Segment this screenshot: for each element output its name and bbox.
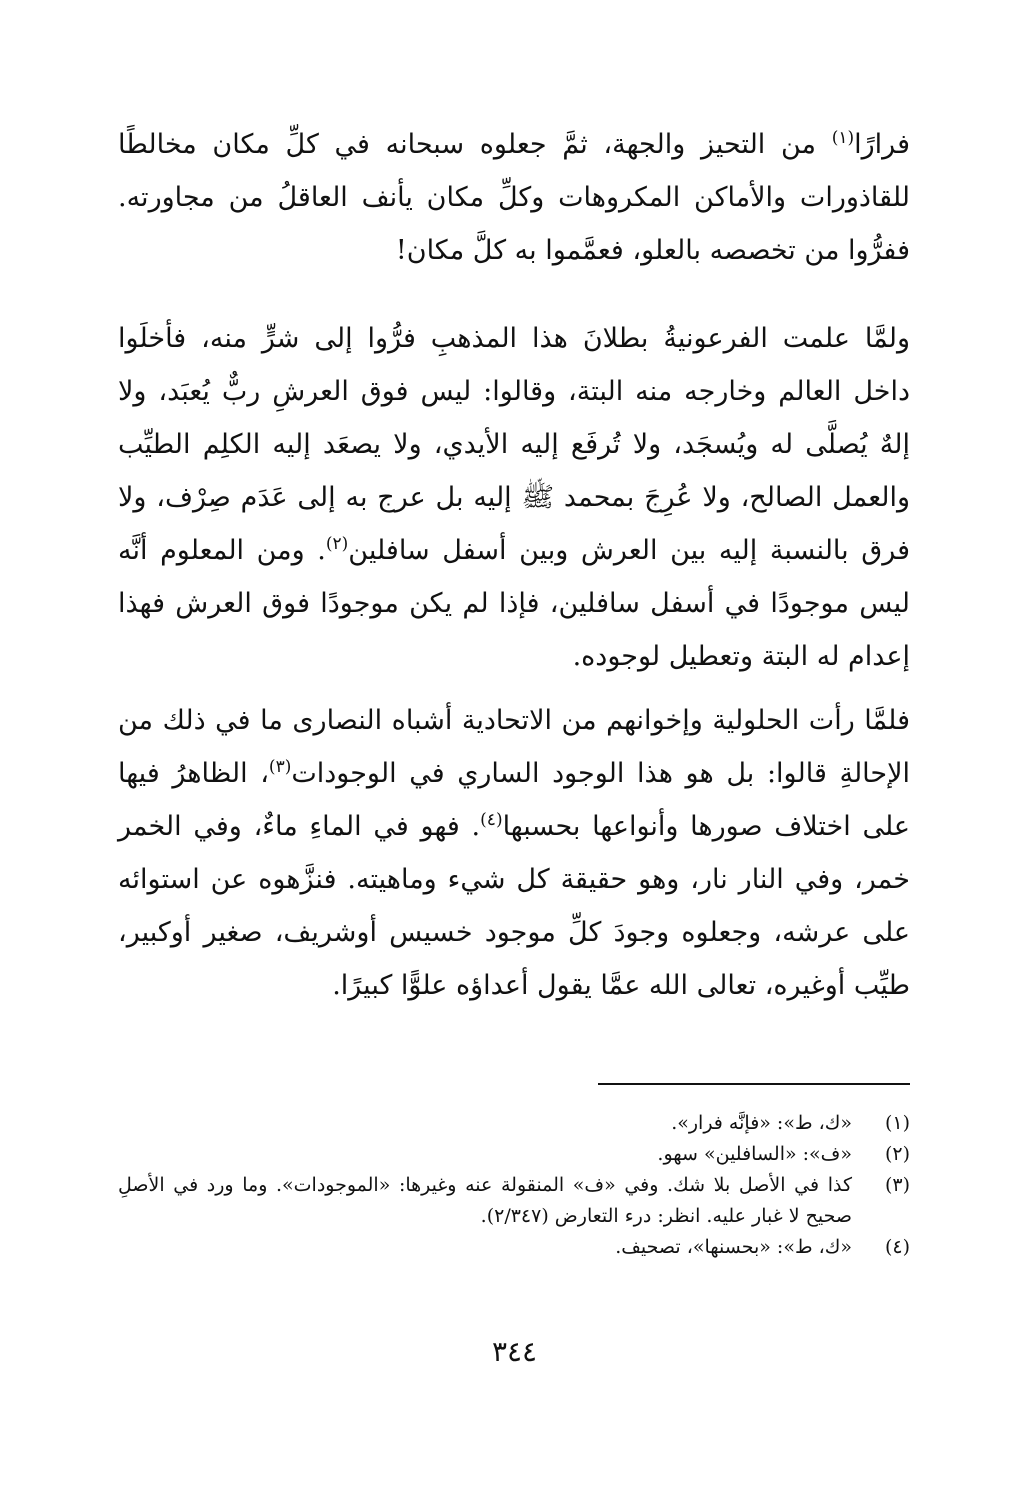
footnote-number: (٣) xyxy=(884,1174,910,1196)
paragraph-2 xyxy=(118,312,910,683)
paragraph-3-text-b: ، الظاهرُ فيها على اختلاف صورها وأنواعها بحسبها xyxy=(118,758,911,842)
footnote-number: (٤) xyxy=(884,1236,910,1258)
footnote-4 xyxy=(118,1232,910,1263)
footnote-number: (٢) xyxy=(884,1143,910,1165)
footnote-ref-2: (٢) xyxy=(325,534,349,554)
paragraph-2-text-b: . ومن المعلوم أنَّه ليس موجودًا في أسفل سافلين، فإذا لم يكن موجودًا فوق العرش فهذا إعدام له البتة وتعطيل لوجوده. xyxy=(118,535,910,672)
footnote-2 xyxy=(118,1139,910,1170)
paragraph-1-text-a: فرارًا xyxy=(854,129,910,160)
footnote-1 xyxy=(118,1108,910,1139)
footnote-ref-4: (٤) xyxy=(480,810,503,830)
footnote-text: كذا في الأصل بلا شك. وفي «ف» المنقولة عنه وغيرها: «الموجودات». وما ورد في الأصلِ صحيح لا غبار عليه. انظر: درء التعارض (٢/٣٤٧). xyxy=(118,1174,852,1227)
paragraph-3-text-a: فلمَّا رأت الحلولية وإخوانهم من الاتحادية أشباه النصارى ما في ذلك من الإحالةِ قالوا: بل هو هذا الوجود الساري في الوجودات xyxy=(118,705,910,789)
page-number: ٣٤٤ xyxy=(491,1335,538,1368)
footnotes xyxy=(118,1108,910,1263)
paragraph-3 xyxy=(118,694,910,1012)
paragraph-1-text-b: من التحيز والجهة، ثمَّ جعلوه سبحانه في كلِّ مكان مخالطًا للقاذورات والأماكن المكروهات وكلِّ مكان يأنف العاقلُ من مجاورته. ففرُّوا من تخصصه بالعلو، فعمَّموا به كلَّ مكان! xyxy=(118,129,910,266)
footnote-3 xyxy=(118,1170,910,1232)
footnote-ref-3: (٣) xyxy=(268,757,292,777)
footnote-text: «ك، ط»: «فإنَّه فرار». xyxy=(671,1112,852,1134)
footnote-separator xyxy=(598,1083,910,1085)
footnote-number: (١) xyxy=(884,1112,910,1134)
paragraph-3-text-c: . فهو في الماءِ ماءٌ، وفي الخمر خمر، وفي النار نار، وهو حقيقة كل شيء وماهيته. فنزَّهوه عن استوائه على عرشه، وجعلوه وجودَ كلِّ موجود خسيس أوشريف، صغير أوكبير، طيِّب أوغيره، تعالى الله عمَّا يقول أعداؤه علوًّا كبيرًا. xyxy=(118,811,910,1001)
footnote-text: «ف»: «السافلين» سهو. xyxy=(657,1143,852,1165)
paragraph-1 xyxy=(118,118,910,277)
paragraph-2-text-a: ولمَّا علمت الفرعونيةُ بطلانَ هذا المذهبِ فرُّوا إلى شرٍّ منه، فأخلَوا داخل العالم وخارجه منه البتة، وقالوا: ليس فوق العرشِ ربٌّ يُعبَد، ولا إلهٌ يُصلَّى له ويُسجَد، ولا تُرفَع إليه الأيدي، ولا يصعَد إليه الكلِم الطيِّب والعمل الصالح، ولا عُرِجَ بمحمد ﷺ إليه بل عرج به إلى عَدَم صِرْف، ولا فرق بالنسبة إليه بين العرش وبين أسفل سافلين xyxy=(118,323,911,566)
footnote-text: «ك، ط»: «بحسنها»، تصحيف. xyxy=(615,1236,852,1258)
footnote-ref-1: (١) xyxy=(831,128,855,148)
